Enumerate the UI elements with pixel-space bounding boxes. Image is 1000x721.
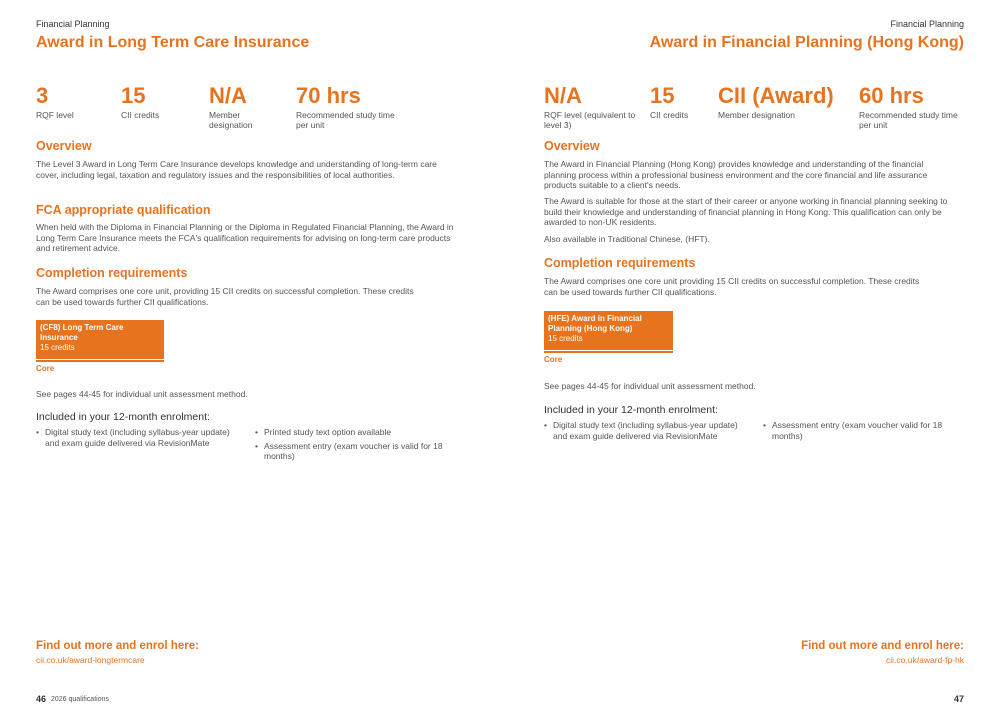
stat-label: Member designation xyxy=(718,110,796,120)
stat-value: 70 hrs xyxy=(296,83,361,108)
included-list-col2 xyxy=(763,420,958,444)
overview-heading: Overview xyxy=(36,139,92,153)
overview-text: The Award in Financial Planning (Hong Kong) provides knowledge and understanding of the financial planning process within a professional business environment and the core financial and life assurance products suitable to a client's needs. xyxy=(544,159,928,190)
stat-value: 60 hrs xyxy=(859,83,924,108)
overview-text: The Level 3 Award in Long Term Care Insurance develops knowledge and understanding of long-term care cover, including legal, taxation and regulatory issues and the responsibilities of local authorities. xyxy=(36,159,437,180)
stat-value: N/A xyxy=(544,83,582,108)
footer-note: 2026 qualifications xyxy=(51,696,109,703)
section-label: Financial Planning xyxy=(36,19,110,29)
fca-text: When held with the Diploma in Financial Planning or the Diploma in Regulated Financial Planning, the Award in Long Term Care Insurance meets the FCA's qualification requirements for advising on long-term care products and retirement advice. xyxy=(36,222,454,253)
unit-credits: 15 credits xyxy=(548,334,583,343)
unit-name: (HFE) Award in Financial Planning (Hong Kong) xyxy=(548,314,642,333)
overview-text-suitability: The Award is suitable for those at the start of their career or anyone working in financial planning seeking to build their knowledge and understanding of financial planning in Hong Kong. This qualification can only be awarded to non-UK residents. xyxy=(544,196,948,227)
list-item: • Assessment entry (exam voucher is valid for 18 months) xyxy=(255,441,450,462)
stat-value: 15 xyxy=(121,83,146,108)
unit-name: (CF8) Long Term Care Insurance xyxy=(40,323,124,342)
stat-value: 15 xyxy=(650,83,675,108)
core-label: Core xyxy=(36,364,55,373)
stat-label: CII credits xyxy=(121,110,160,120)
stat-value: 3 xyxy=(36,83,49,108)
stat-rqf-level xyxy=(36,84,106,120)
stat-label: RQF level (equivalent to level 3) xyxy=(544,110,636,130)
completion-text: The Award comprises one core unit providing 15 CII credits on successful completion. These credits can be used towards further CII qualifications. xyxy=(544,276,920,297)
right-page xyxy=(500,0,1000,721)
see-pages-note: See pages 44-45 for individual unit assessment method. xyxy=(544,381,756,391)
stat-member-designation xyxy=(718,84,848,120)
included-heading: Included in your 12-month enrolment: xyxy=(36,411,210,423)
enrol-link[interactable]: cii.co.uk/award-longtermcare xyxy=(36,655,145,665)
fca-heading: FCA appropriate qualification xyxy=(36,203,211,217)
list-item: • Assessment entry (exam voucher valid for 18 months) xyxy=(763,420,958,441)
stat-cii-credits xyxy=(650,84,710,120)
included-heading: Included in your 12-month enrolment: xyxy=(544,404,718,416)
stat-cii-credits xyxy=(121,84,201,120)
list-item: • Digital study text (including syllabus-year update) and exam guide delivered via RevisionMate xyxy=(36,427,236,448)
unit-card-hfe xyxy=(544,311,673,350)
stat-rqf-level xyxy=(544,84,639,130)
stat-label: Member designation xyxy=(209,110,253,130)
unit-credits: 15 credits xyxy=(40,343,75,352)
unit-card-cf8 xyxy=(36,320,164,359)
stat-value: CII (Award) xyxy=(718,83,834,108)
stat-label: Recommended study time per unit xyxy=(859,110,958,130)
stat-study-time xyxy=(296,84,396,130)
overview-text-language: Also available in Traditional Chinese, (HFT). xyxy=(544,234,710,244)
unit-divider xyxy=(36,360,164,362)
list-item: • Printed study text option available xyxy=(255,427,450,438)
stat-study-time xyxy=(859,84,959,130)
overview-heading: Overview xyxy=(544,139,600,153)
enrol-link[interactable]: cii.co.uk/award-fp-hk xyxy=(886,655,964,665)
page-title: Award in Financial Planning (Hong Kong) xyxy=(649,34,964,51)
list-item: • Digital study text (including syllabus-year update) and exam guide delivered via RevisionMate xyxy=(544,420,744,441)
included-list-col1 xyxy=(36,427,236,451)
completion-heading: Completion requirements xyxy=(36,266,188,280)
stat-label: RQF level xyxy=(36,110,74,120)
core-label: Core xyxy=(544,355,563,364)
stat-label: Recommended study time per unit xyxy=(296,110,395,130)
see-pages-note: See pages 44-45 for individual unit assessment method. xyxy=(36,389,248,399)
stat-value: N/A xyxy=(209,83,247,108)
stat-member-designation xyxy=(209,84,279,130)
included-list-col1 xyxy=(544,420,744,444)
page-number: 46 xyxy=(36,694,47,704)
page-title: Award in Long Term Care Insurance xyxy=(36,34,310,51)
stat-label: CII credits xyxy=(650,110,689,120)
included-list-col2 xyxy=(255,427,450,465)
find-out-more: Find out more and enrol here: xyxy=(801,640,964,652)
completion-text: The Award comprises one core unit, providing 15 CII credits on successful completion. These credits can be used towards further CII qualifications. xyxy=(36,286,414,307)
page-number: 47 xyxy=(953,694,964,704)
unit-divider xyxy=(544,351,673,353)
section-label: Financial Planning xyxy=(890,19,964,29)
completion-heading: Completion requirements xyxy=(544,256,696,270)
find-out-more: Find out more and enrol here: xyxy=(36,640,199,652)
